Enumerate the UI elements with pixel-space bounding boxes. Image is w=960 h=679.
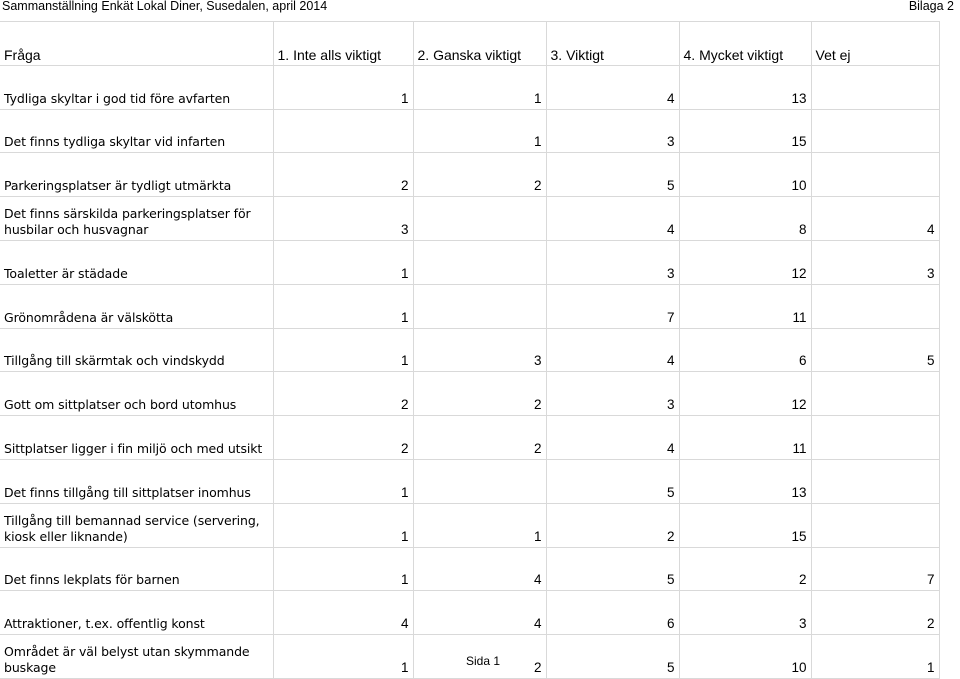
count-cell: 11 bbox=[679, 416, 811, 460]
table-row bbox=[0, 153, 939, 197]
count-cell bbox=[811, 372, 939, 416]
column-header-fairly-important: 2. Ganska viktigt bbox=[413, 22, 546, 66]
page-number: Sida 1 bbox=[466, 654, 501, 668]
count-cell bbox=[811, 153, 939, 197]
count-cell: 3 bbox=[546, 240, 679, 284]
count-cell: 1 bbox=[413, 109, 546, 153]
table-row bbox=[0, 459, 939, 503]
count-cell: 4 bbox=[546, 416, 679, 460]
document-title: Sammanställning Enkät Lokal Diner, Susedalen, april 2014 bbox=[2, 0, 328, 13]
count-cell: 3 bbox=[413, 328, 546, 372]
table-row bbox=[0, 328, 939, 372]
count-cell: 3 bbox=[273, 197, 413, 241]
table-row bbox=[0, 372, 939, 416]
question-cell: Parkeringsplatser är tydligt utmärkta bbox=[0, 153, 273, 197]
count-cell bbox=[273, 109, 413, 153]
count-cell: 2 bbox=[273, 416, 413, 460]
count-cell: 1 bbox=[273, 503, 413, 547]
count-cell: 5 bbox=[546, 153, 679, 197]
count-cell: 5 bbox=[546, 459, 679, 503]
count-cell: 1 bbox=[273, 240, 413, 284]
count-cell: 8 bbox=[679, 197, 811, 241]
count-cell: 15 bbox=[679, 109, 811, 153]
count-cell: 5 bbox=[811, 328, 939, 372]
table-row bbox=[0, 284, 939, 328]
table-row bbox=[0, 503, 939, 547]
count-cell: 1 bbox=[273, 65, 413, 109]
count-cell: 1 bbox=[273, 284, 413, 328]
count-cell: 11 bbox=[679, 284, 811, 328]
count-cell bbox=[413, 240, 546, 284]
column-header-dont-know: Vet ej bbox=[811, 22, 939, 66]
table-row bbox=[0, 547, 939, 591]
question-cell: Gott om sittplatser och bord utomhus bbox=[0, 372, 273, 416]
count-cell: 2 bbox=[413, 635, 546, 679]
table-header-row bbox=[0, 22, 939, 66]
question-cell: Det finns tydliga skyltar vid infarten bbox=[0, 109, 273, 153]
count-cell: 2 bbox=[679, 547, 811, 591]
table-row bbox=[0, 109, 939, 153]
count-cell: 4 bbox=[413, 591, 546, 635]
count-cell bbox=[413, 459, 546, 503]
count-cell: 15 bbox=[679, 503, 811, 547]
count-cell: 2 bbox=[413, 372, 546, 416]
count-cell: 5 bbox=[546, 547, 679, 591]
count-cell bbox=[811, 109, 939, 153]
count-cell: 1 bbox=[273, 328, 413, 372]
page-header bbox=[0, 0, 960, 14]
count-cell: 3 bbox=[679, 591, 811, 635]
count-cell: 7 bbox=[811, 547, 939, 591]
question-cell: Sittplatser ligger i fin miljö och med utsikt bbox=[0, 416, 273, 460]
table-row bbox=[0, 65, 939, 109]
count-cell: 5 bbox=[546, 635, 679, 679]
count-cell: 1 bbox=[413, 503, 546, 547]
question-cell: Tillgång till skärmtak och vindskydd bbox=[0, 328, 273, 372]
count-cell: 13 bbox=[679, 65, 811, 109]
count-cell: 4 bbox=[546, 65, 679, 109]
count-cell: 2 bbox=[413, 416, 546, 460]
table-row bbox=[0, 197, 939, 241]
count-cell bbox=[811, 459, 939, 503]
question-cell: Det finns särskilda parkeringsplatser för husbilar och husvagnar bbox=[0, 197, 273, 241]
table-row bbox=[0, 591, 939, 635]
count-cell: 4 bbox=[273, 591, 413, 635]
column-header-not-important: 1. Inte alls viktigt bbox=[273, 22, 413, 66]
count-cell: 12 bbox=[679, 240, 811, 284]
count-cell: 13 bbox=[679, 459, 811, 503]
count-cell bbox=[811, 65, 939, 109]
column-header-question: Fråga bbox=[0, 22, 273, 66]
count-cell: 1 bbox=[413, 65, 546, 109]
count-cell: 4 bbox=[811, 197, 939, 241]
count-cell: 1 bbox=[811, 635, 939, 679]
count-cell bbox=[413, 284, 546, 328]
table-row bbox=[0, 416, 939, 460]
count-cell: 6 bbox=[546, 591, 679, 635]
count-cell bbox=[811, 284, 939, 328]
column-header-important: 3. Viktigt bbox=[546, 22, 679, 66]
question-cell: Området är väl belyst utan skymmande buskage bbox=[0, 635, 273, 679]
count-cell: 2 bbox=[413, 153, 546, 197]
count-cell: 2 bbox=[811, 591, 939, 635]
question-cell: Grönområdena är välskötta bbox=[0, 284, 273, 328]
survey-table bbox=[0, 21, 940, 679]
question-cell: Det finns lekplats för barnen bbox=[0, 547, 273, 591]
question-cell: Tydliga skyltar i god tid före avfarten bbox=[0, 65, 273, 109]
count-cell bbox=[811, 416, 939, 460]
count-cell bbox=[413, 197, 546, 241]
question-cell: Tillgång till bemannad service (servering, kiosk eller liknande) bbox=[0, 503, 273, 547]
count-cell: 3 bbox=[546, 372, 679, 416]
table-row bbox=[0, 240, 939, 284]
column-header-very-important: 4. Mycket viktigt bbox=[679, 22, 811, 66]
count-cell: 4 bbox=[413, 547, 546, 591]
question-cell: Det finns tillgång till sittplatser inomhus bbox=[0, 459, 273, 503]
attachment-label: Bilaga 2 bbox=[908, 0, 954, 13]
count-cell: 2 bbox=[546, 503, 679, 547]
count-cell: 1 bbox=[273, 547, 413, 591]
count-cell bbox=[811, 503, 939, 547]
question-cell: Toaletter är städade bbox=[0, 240, 273, 284]
count-cell: 6 bbox=[679, 328, 811, 372]
count-cell: 3 bbox=[546, 109, 679, 153]
count-cell: 4 bbox=[546, 328, 679, 372]
count-cell: 10 bbox=[679, 153, 811, 197]
count-cell: 1 bbox=[273, 635, 413, 679]
count-cell: 10 bbox=[679, 635, 811, 679]
count-cell: 2 bbox=[273, 153, 413, 197]
count-cell: 1 bbox=[273, 459, 413, 503]
question-cell: Attraktioner, t.ex. offentlig konst bbox=[0, 591, 273, 635]
count-cell: 7 bbox=[546, 284, 679, 328]
count-cell: 2 bbox=[273, 372, 413, 416]
count-cell: 4 bbox=[546, 197, 679, 241]
count-cell: 12 bbox=[679, 372, 811, 416]
count-cell: 3 bbox=[811, 240, 939, 284]
